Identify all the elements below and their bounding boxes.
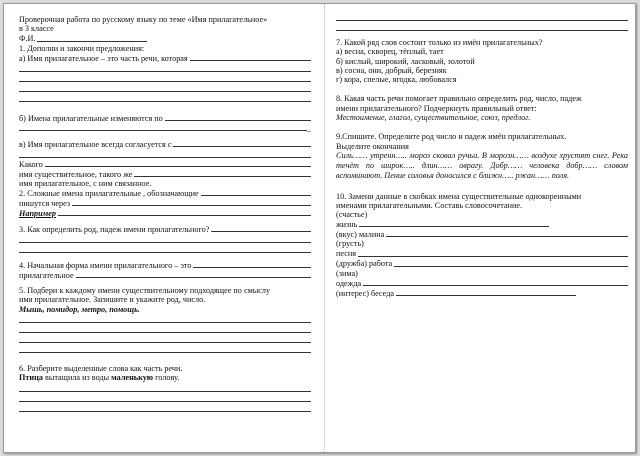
- question-1b-line2[interactable]: [19, 123, 311, 133]
- question-5-text: 5. Подбери к каждому имени существительному подходящее по смыслу: [19, 286, 271, 296]
- highlighted-word-2: маленькую: [111, 373, 154, 383]
- question-1b-end: _: [306, 123, 311, 133]
- question-1b[interactable]: [19, 113, 311, 123]
- name-field[interactable]: [19, 34, 311, 44]
- question-1b-text: б) Имена прилагательные изменяются по: [19, 113, 163, 123]
- task-10-item: (дружба) работа: [336, 259, 393, 269]
- question-1d-line2[interactable]: [19, 169, 311, 179]
- question-5-text2: имя прилагательное. Запишите и укажите род, число.: [19, 295, 206, 305]
- question-1a[interactable]: [19, 53, 311, 63]
- answer-line[interactable]: [19, 324, 311, 333]
- task-10-row[interactable]: [336, 229, 628, 239]
- answer-line[interactable]: [19, 149, 311, 158]
- question-1c-text: в) Имя прилагательное всегда согласуется с: [19, 139, 172, 149]
- highlighted-word-1: Птица: [19, 373, 43, 383]
- question-7-option-c[interactable]: в) сосна, они, добрый, березняк: [336, 65, 447, 75]
- sentence-part: вытащила из воды: [42, 373, 112, 383]
- answer-line[interactable]: [19, 334, 311, 343]
- answer-line[interactable]: [336, 22, 628, 31]
- task-10-row[interactable]: [336, 249, 628, 259]
- question-8-text2: имени прилагательного? Подчеркнуть правильный ответ:: [336, 103, 537, 113]
- question-7-text: 7. Какой ряд слов состоит только из имён прилагательных?: [336, 38, 543, 47]
- question-7-option-a[interactable]: а) весна, скворец, тёплый, тает: [336, 47, 444, 57]
- question-5-words: Мышь, помидор, метро, помощь.: [19, 304, 140, 314]
- right-column: [336, 12, 628, 298]
- question-6-sentence: [19, 373, 311, 382]
- worksheet-page: [3, 3, 636, 453]
- answer-line[interactable]: [19, 244, 311, 253]
- task-10-row[interactable]: [336, 259, 628, 269]
- question-10-text: 10. Замени данные в скобках имена существительные однокоренными: [336, 191, 582, 201]
- question-2-line2[interactable]: [19, 198, 311, 208]
- question-1d[interactable]: [19, 159, 311, 169]
- page-divider: [324, 4, 325, 452]
- worksheet-title: Проверочная работа по русскому языку по теме «Имя прилагательное»: [19, 15, 268, 24]
- question-1-title: 1. Дополни и закончи предложения:: [19, 43, 145, 53]
- question-1d-text: Какого: [19, 159, 43, 169]
- answer-line[interactable]: [19, 393, 311, 402]
- task-10-item: (зима): [336, 268, 358, 278]
- answer-line[interactable]: [19, 93, 311, 102]
- question-8-options[interactable]: Местоимение, глагол, существительное, союз, предлог.: [336, 113, 531, 123]
- answer-line[interactable]: [336, 12, 628, 21]
- answer-line[interactable]: [19, 234, 311, 243]
- sentence-part: голову.: [153, 373, 180, 383]
- question-2-example[interactable]: [19, 208, 311, 218]
- question-2[interactable]: [19, 188, 311, 198]
- question-7-option-b[interactable]: б) кислый, широкий, ласковый, золотой: [336, 56, 475, 66]
- task-10-row[interactable]: [336, 288, 628, 298]
- question-9-text: 9.Спишите. Определите род число и падеж имён прилагательных.: [336, 132, 567, 142]
- question-7-option-d[interactable]: г) кора, спелые, ягодка, любовался: [336, 75, 457, 85]
- question-6-text: 6. Разберите выделенные слова как часть речи.: [19, 364, 183, 374]
- question-3[interactable]: [19, 224, 311, 234]
- task-10-item: жизнь: [336, 220, 358, 230]
- question-3-text: 3. Как определить род, падеж имени прилагательного?: [19, 224, 210, 234]
- task-10-row[interactable]: [336, 278, 628, 288]
- answer-line[interactable]: [19, 314, 311, 323]
- question-8-text: 8. Какая часть речи помогает правильно определить род, число, падеж: [336, 94, 582, 104]
- question-2-text2: пишутся через: [19, 198, 71, 208]
- question-9-text2: Выделите окончания: [336, 141, 409, 151]
- answer-line[interactable]: [19, 83, 311, 92]
- task-10-item: песня: [336, 249, 357, 259]
- answer-line[interactable]: [19, 383, 311, 392]
- task-10-item: одежда: [336, 278, 362, 288]
- task-10-row[interactable]: [336, 219, 628, 229]
- answer-line[interactable]: [19, 63, 311, 72]
- task-10-item: (счастье): [336, 210, 368, 220]
- question-4[interactable]: [19, 260, 311, 270]
- question-1a-text: а) Имя прилагательное – это часть речи, которая: [19, 53, 188, 63]
- question-9-passage: Силь…… утренн….. мороз сковал ручьи. В морозн…… воздухе хрустят снег. Река течёт по широк….. длин…… оврагу. Добр…… человека добр…… словом вспоминают. Пение соловья доносился с ближн….. ржан…… поля.: [336, 150, 628, 181]
- name-label: Ф.И.: [19, 34, 36, 44]
- task-10-item: (грусть): [336, 239, 364, 249]
- answer-line[interactable]: [19, 403, 311, 412]
- answer-line[interactable]: [19, 73, 311, 82]
- left-column: [19, 15, 311, 413]
- question-10-text2: именами прилагательными. Составь словосочетание.: [336, 200, 523, 210]
- task-10-item: (вкус) малина: [336, 230, 385, 240]
- question-2-text: 2. Сложные имена прилагательные , обозначающие: [19, 188, 199, 198]
- question-4-text: 4. Начальная форма имени прилагательного – это: [19, 260, 192, 270]
- question-1d-text2: имя существительное, такого же: [19, 169, 133, 179]
- answer-line[interactable]: [19, 344, 311, 353]
- example-label: Например: [19, 208, 56, 218]
- question-1d-line3: имя прилагательное, с ним связанное.: [19, 178, 152, 188]
- worksheet-grade: в 3 классе: [19, 24, 54, 34]
- question-4-text2: прилагательное: [19, 270, 74, 280]
- task-10-item: (интерес) беседа: [336, 288, 394, 298]
- question-4-line2[interactable]: [19, 270, 311, 280]
- question-1c[interactable]: [19, 139, 311, 149]
